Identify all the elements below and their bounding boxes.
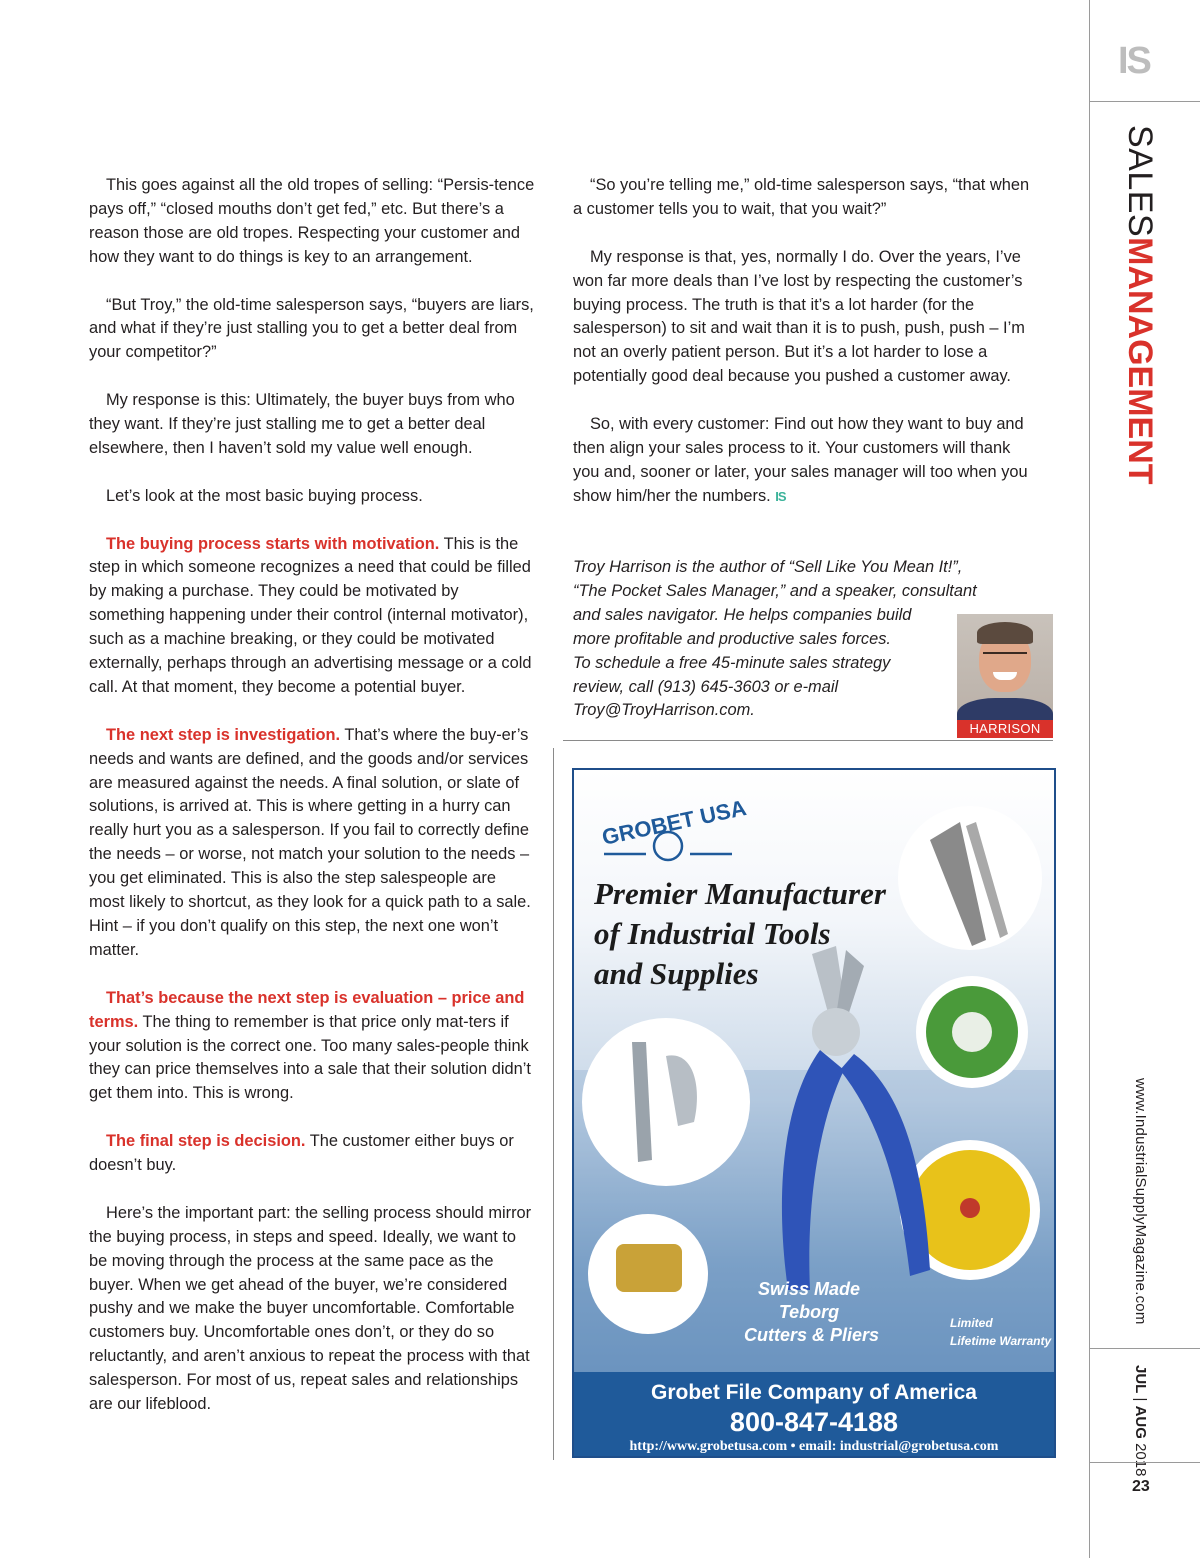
left-column [89, 174, 536, 1441]
green-wheel-center-icon [952, 1012, 992, 1052]
ad-headline [594, 874, 886, 994]
author-photo [957, 614, 1053, 738]
issue-month-2: AUG [1132, 1405, 1149, 1439]
issue-year: 2018 [1132, 1438, 1149, 1477]
rail-divider-mid [1089, 1348, 1200, 1349]
ad-warranty-line: Lifetime Warranty [950, 1334, 1052, 1348]
paragraph: Let’s look at the most basic buying process. [106, 486, 423, 505]
brand-logo: GROBET USA [599, 794, 749, 850]
bio-divider [563, 740, 1053, 741]
paragraph: My response is that, yes, normally I do. Over the years, I’ve won far more deals than I’ve lost by respecting the customer’s buying process. The truth is that it’s a lot harder (for the salesperson) to sit and wait than it is to push, push, push – I’m not an overly patient person. But it’s a lot harder to lose a potentially good deal because you pushed a customer away. [573, 247, 1025, 386]
paragraph [89, 724, 536, 963]
issue-date [1132, 1365, 1149, 1476]
section-label [1122, 125, 1158, 485]
ad-company-name: Grobet File Company of America [651, 1381, 977, 1404]
right-column [573, 174, 1035, 533]
rail-divider-top [1089, 101, 1200, 102]
magazine-url: www.IndustrialSupplyMagazine.com [1132, 1078, 1149, 1325]
ad-headline-line: Premier Manufacturer [594, 876, 886, 911]
ad-warranty [950, 1314, 1051, 1350]
paragraph-body: That’s where the buy-er’s needs and wants are defined, and the goods and/or services are measured against the needs. A final solution, or slate of solutions, is arrived at. This is where getting in a hurry can really hurt you as a salesperson. If you fail to correctly define the needs – or worse, not match your solution to the needs – you get eliminated. This is also the step salespeople are most likely to shortcut, as they look for a quick path to a sale. Hint – if you don’t qualify on this step, the next one won’t matter. [89, 725, 531, 959]
ad-web-email[interactable]: http://www.grobetusa.com • email: industrial@grobetusa.com [629, 1439, 999, 1454]
ad-swiss-line: Cutters & Pliers [744, 1325, 880, 1345]
bio-line: Troy Harrison is the author of “Sell Like You Mean It!”, [573, 558, 963, 576]
bio-line: and sales navigator. He helps companies build [573, 605, 912, 624]
paragraph-body: This is the step in which someone recognizes a need that could be filled by making a purchase. They could be motivated by something happening under their control (internal motivator), such as a machine breaking, or they could be motivated externally, perhaps through an advertising message or a cold call. At that moment, they become a potential buyer. [89, 534, 532, 696]
burr-circle-icon [582, 1018, 750, 1186]
end-mark-icon: IS [775, 488, 786, 504]
bio-line: more profitable and productive sales forces. [573, 629, 891, 648]
ad-phone-number[interactable]: 800-847-4188 [729, 1407, 899, 1437]
ad-warranty-line: Limited [950, 1316, 993, 1330]
paragraph [89, 533, 536, 700]
photo-caption: HARRISON [957, 720, 1053, 738]
ad-swiss-line: Swiss Made [757, 1279, 861, 1299]
lead-in: The next step is investigation. [106, 725, 341, 744]
paragraph-body: So, with every customer: Find out how they want to buy and then align your sales process to it. Your customers will thank you and, sooner or later, your sales manager will too when you show him/her the numbers. [573, 415, 1028, 505]
photo-glasses [983, 652, 1027, 664]
paragraph: Here’s the important part: the selling process should mirror the buying process, in steps and speed. Ideally, we want to be moving through the process at the same pace as the buyer. When we get ahead of the buyer, we’re considered pushy and we make the buyer uncomfortable. Comfortable customers buy. Uncomfortable ones don’t, or they do so reluctantly, and aren’t anxious to repeat the process with that salesperson. For most of us, repeat sales and relationships are our lifeblood. [89, 1203, 532, 1414]
bio-line: review, call (913) 645-3603 or e-mail [573, 677, 839, 696]
paragraph: “So you’re telling me,” old-time salesperson says, “that when a customer tells you to wait, that you wait?” [573, 176, 1030, 218]
bio-line: “The Pocket Sales Manager,” and a speaker, consultant [573, 581, 977, 600]
lead-in: The buying process starts with motivation. [106, 534, 440, 553]
yellow-wheel-center-icon [960, 1198, 980, 1218]
issue-month-1: JUL [1132, 1365, 1149, 1394]
pliers-pivot-icon [812, 1008, 860, 1056]
lead-in: That’s because the next step is evaluation – price and terms. [89, 988, 525, 1031]
ad-swiss-line: Teborg [778, 1302, 840, 1322]
issue-separator: | [1132, 1393, 1149, 1406]
section-label-bold: MANAGEMENT [1121, 237, 1159, 485]
paragraph [89, 987, 536, 1107]
paragraph-body: The customer either buys or doesn’t buy. [89, 1132, 514, 1175]
bio-line: To schedule a free 45-minute sales strategy [573, 653, 891, 672]
ad-headline-line: of Industrial Tools [594, 916, 831, 951]
paragraph: My response is this: Ultimately, the buyer buys from who they want. If they’re just stalling me to get a better deal elsewhere, then I haven’t sold my value well enough. [89, 391, 515, 457]
author-email: Troy@TroyHarrison.com. [573, 701, 755, 720]
column-divider [553, 748, 554, 1460]
paragraph [89, 1130, 536, 1178]
paragraph [573, 413, 1035, 509]
paragraph: “But Troy,” the old-time salesperson says, “buyers are liars, and what if they’re just stalling you to get a better deal from your competitor?” [89, 295, 534, 362]
ad-swiss-made [744, 1278, 880, 1347]
ad-headline-line: and Supplies [594, 956, 759, 991]
author-bio [573, 556, 1013, 723]
paragraph: This goes against all the old tropes of selling: “Persis-tence pays off,” “closed mouths don’t get fed,” etc. But there’s a reason those are old tropes. Respecting your customer and how they want to do things is key to an arrangement. [89, 176, 535, 266]
lead-in: The final step is decision. [106, 1132, 306, 1151]
magazine-logo: IS [1118, 40, 1150, 82]
loupe-icon [616, 1244, 682, 1292]
page-number: 23 [1132, 1478, 1150, 1495]
rail-divider-bottom [1089, 1462, 1200, 1463]
photo-hair [977, 622, 1033, 644]
section-label-thin: SALES [1121, 125, 1159, 238]
grobet-advertisement[interactable] [572, 768, 1056, 1458]
ad-contact-footer [574, 1372, 1054, 1458]
paragraph-body: The thing to remember is that price only mat-ters if your solution is the correct one. Too many sales-people think they can price themselves into a sale that their solution didn’t get them into. This is wrong. [89, 1012, 531, 1103]
